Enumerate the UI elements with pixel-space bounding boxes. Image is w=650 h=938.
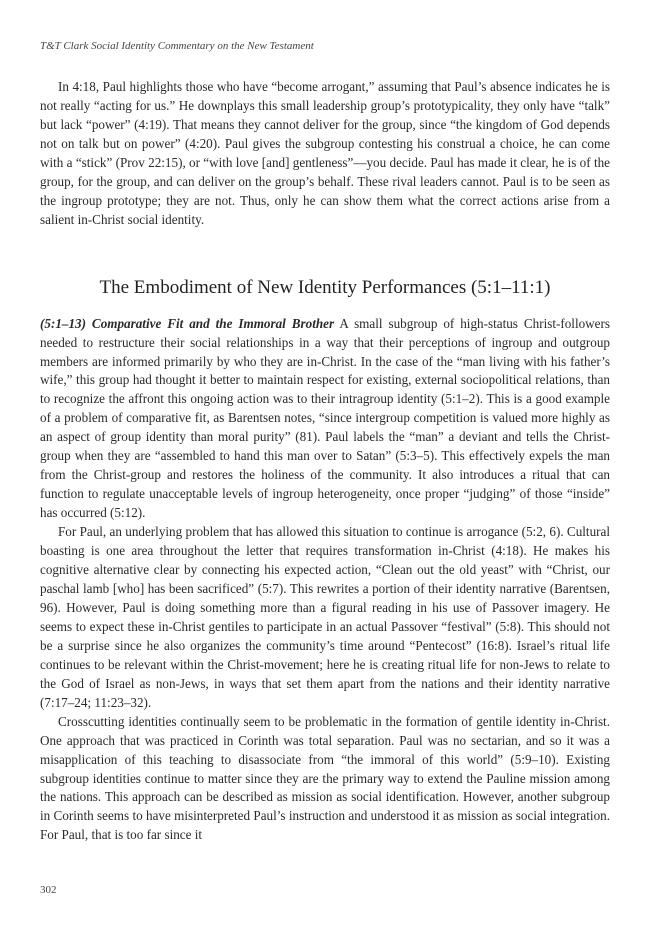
running-head: T&T Clark Social Identity Commentary on the New Testament <box>40 40 314 52</box>
paragraph-2: For Paul, an underlying problem that has allowed this situation to continue is arrogance (5:2, 6). Cultural boasting is one area throughout the letter that requires transformation in-Christ (4:18). He makes his cognitive alternative clear by connecting his expected action, “Clean out the old yeast” with “Christ, our paschal lamb [who] has been sacrificed” (5:7). This rewrites a portion of their identity narrative (Barentsen, 96). However, Paul is doing something more than a figural reading in his use of Passover imagery. He seems to expect these in-Christ gentiles to participate in an actual Passover “festival” (5:8). This should not be a surprise since he also organizes the community’s time around “Pentecost” (16:8). Israel’s ritual life continues to be relevant within the Christ-movement; here he is creating ritual life for non-Jews to relate to the God of Israel as non-Jews, in ways that set them apart from the nations and their identity narrative (7:17–24; 11:23–32). <box>40 524 610 710</box>
paragraph-1 <box>40 315 610 523</box>
subsection-label: (5:1–13) Comparative Fit and the Immoral Brother <box>40 315 335 331</box>
page-body <box>40 78 610 845</box>
page-number: 302 <box>40 884 57 896</box>
paragraph-1-text: A small subgroup of high-status Christ-followers needed to restructure their social relationships in a way that their perceptions of ingroup and outgroup members are informed primarily by who they are in-Christ. In the case of the “man living with his father’s wife,” this group had thought it better to maintain respect for existing, external sociopolitical relations, than to recognize the affront this ongoing action was to their intragroup identity (5:1–2). This is a good example of a problem of comparative fit, as Barentsen notes, “since intergroup competition is valued more highly as an aspect of group identity than moral purity” (81). Paul labels the “man” a deviant and tells the Christ-group when they are “assembled to hand this man over to Satan” (5:3–5). This effectively expels the man from the Christ-group and restores the holiness of the community. It also introduces a ritual that can function to regulate unacceptable levels of ingroup heterogeneity, once proper “judging” of those “inside” has occurred (5:12). <box>40 315 610 521</box>
paragraph-3: Crosscutting identities continually seem to be problematic in the formation of gentile identity in-Christ. One approach that was practiced in Corinth was total separation. Paul was no sectarian, and so it was a misapplication of this teaching to disassociate from “the immoral of this world” (5:9–10). Existing subgroup identities continue to matter since they are the primary way to extend the Pauline mission among the nations. This approach can be described as mission as social identification. However, another subgroup in Corinth seems to have misinterpreted Paul’s instruction and understood it as mission as social integration. For Paul, that is too far since it <box>40 713 610 843</box>
intro-paragraph: In 4:18, Paul highlights those who have “become arrogant,” assuming that Paul’s absence indicates he is not really “acting for us.” He downplays this small leadership group’s prototypicality, they only have “talk” but lack “power” (4:19). That means they cannot deliver for the group, since “the kingdom of God depends not on talk but on power” (4:20). Paul gives the subgroup contesting his construal a choice, he can come with a “stick” (Prov 22:15), or “with love [and] gentleness”—you decide. Paul has made it clear, he is of the group, for the group, and can deliver on the group’s behalf. These rival leaders cannot. Paul is to be seen as the ingroup prototype; they are not. Thus, only he can show them what the correct actions arise from a salient in-Christ social identity. <box>40 79 610 227</box>
section-heading: The Embodiment of New Identity Performances (5:1–11:1) <box>99 276 551 298</box>
